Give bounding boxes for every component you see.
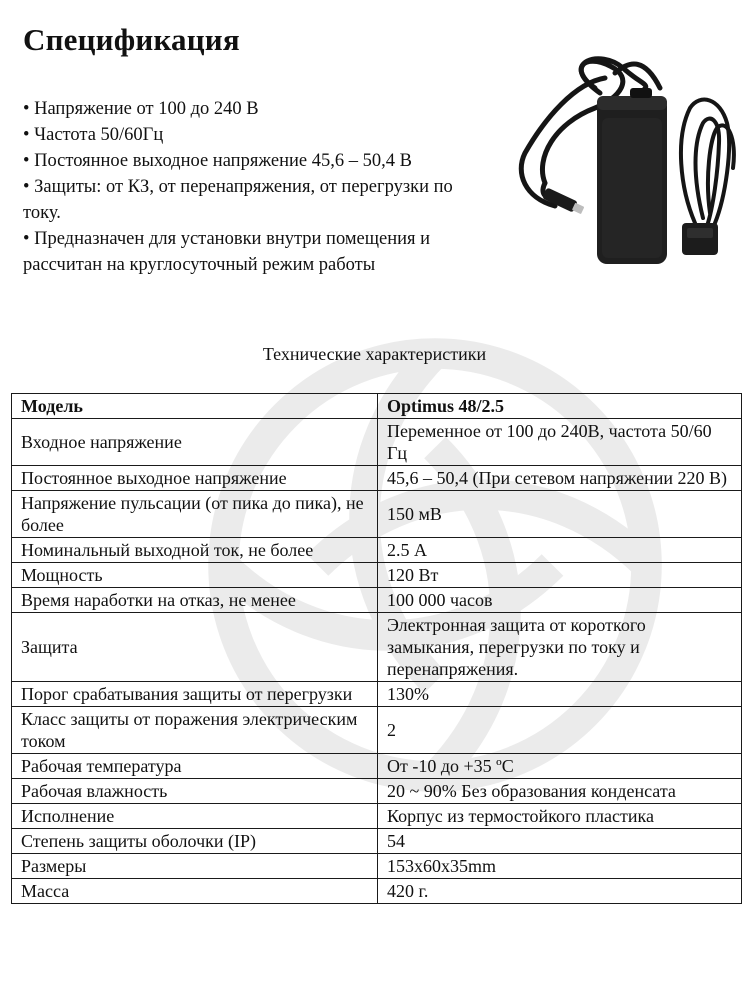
table-row — [12, 538, 742, 563]
row-value: Переменное от 100 до 240В, частота 50/60 Гц — [378, 419, 742, 466]
table-row — [12, 491, 742, 538]
row-key: Исполнение — [12, 804, 378, 829]
header-cell-model: Модель — [12, 394, 378, 419]
row-key: Рабочая температура — [12, 754, 378, 779]
table-caption: Технические характеристики — [262, 344, 487, 364]
row-value: 2.5 А — [378, 538, 742, 563]
table-row — [12, 707, 742, 754]
row-value: Корпус из термостойкого пластика — [378, 804, 742, 829]
feature-item: • Предназначен для установки внутри помещения и рассчитан на круглосуточный режим работы — [23, 229, 431, 275]
row-key: Напряжение пульсации (от пика до пика), не более — [12, 491, 378, 538]
table-header-row — [12, 394, 742, 419]
feature-item: • Напряжение от 100 до 240 В — [23, 99, 259, 119]
row-key: Входное напряжение — [12, 419, 378, 466]
table-row — [12, 613, 742, 682]
row-value: Электронная защита от короткого замыкания, перегрузки по току и перенапряжения. — [378, 613, 742, 682]
row-value: 120 Вт — [378, 563, 742, 588]
row-key: Масса — [12, 879, 378, 904]
row-value: 2 — [378, 707, 742, 754]
row-value: 20 ~ 90% Без образования конденсата — [378, 779, 742, 804]
row-key: Степень защиты оболочки (IP) — [12, 829, 378, 854]
row-key: Порог срабатывания защиты от перегрузки — [12, 682, 378, 707]
row-value: 150 мВ — [378, 491, 742, 538]
table-row — [12, 466, 742, 491]
table-row — [12, 779, 742, 804]
table-row — [12, 829, 742, 854]
feature-item: • Защиты: от КЗ, от перенапряжения, от перегрузки по току. — [23, 177, 453, 223]
row-value: 45,6 – 50,4 (При сетевом напряжении 220 В) — [378, 466, 742, 491]
power-adapter-photo — [505, 48, 745, 273]
row-value: 54 — [378, 829, 742, 854]
table-row — [12, 419, 742, 466]
row-key: Размеры — [12, 854, 378, 879]
row-value: 130% — [378, 682, 742, 707]
feature-list — [23, 96, 493, 278]
row-key: Постоянное выходное напряжение — [12, 466, 378, 491]
header-cell-value: Optimus 48/2.5 — [378, 394, 742, 419]
page-title: Спецификация — [23, 22, 240, 57]
table-row — [12, 879, 742, 904]
spec-table — [11, 393, 742, 904]
row-key: Мощность — [12, 563, 378, 588]
feature-item: • Частота 50/60Гц — [23, 125, 164, 145]
row-value: 153х60х35mm — [378, 854, 742, 879]
table-row — [12, 682, 742, 707]
row-key: Защита — [12, 613, 378, 682]
row-value: От -10 до +35 ºС — [378, 754, 742, 779]
row-key: Номинальный выходной ток, не более — [12, 538, 378, 563]
row-key: Рабочая влажность — [12, 779, 378, 804]
row-key: Класс защиты от поражения электрическим током — [12, 707, 378, 754]
table-row — [12, 563, 742, 588]
table-row — [12, 754, 742, 779]
table-row — [12, 804, 742, 829]
table-row — [12, 588, 742, 613]
row-value: 420 г. — [378, 879, 742, 904]
row-key: Время наработки на отказ, не менее — [12, 588, 378, 613]
table-row — [12, 854, 742, 879]
feature-item: • Постоянное выходное напряжение 45,6 – 50,4 В — [23, 151, 412, 171]
row-value: 100 000 часов — [378, 588, 742, 613]
